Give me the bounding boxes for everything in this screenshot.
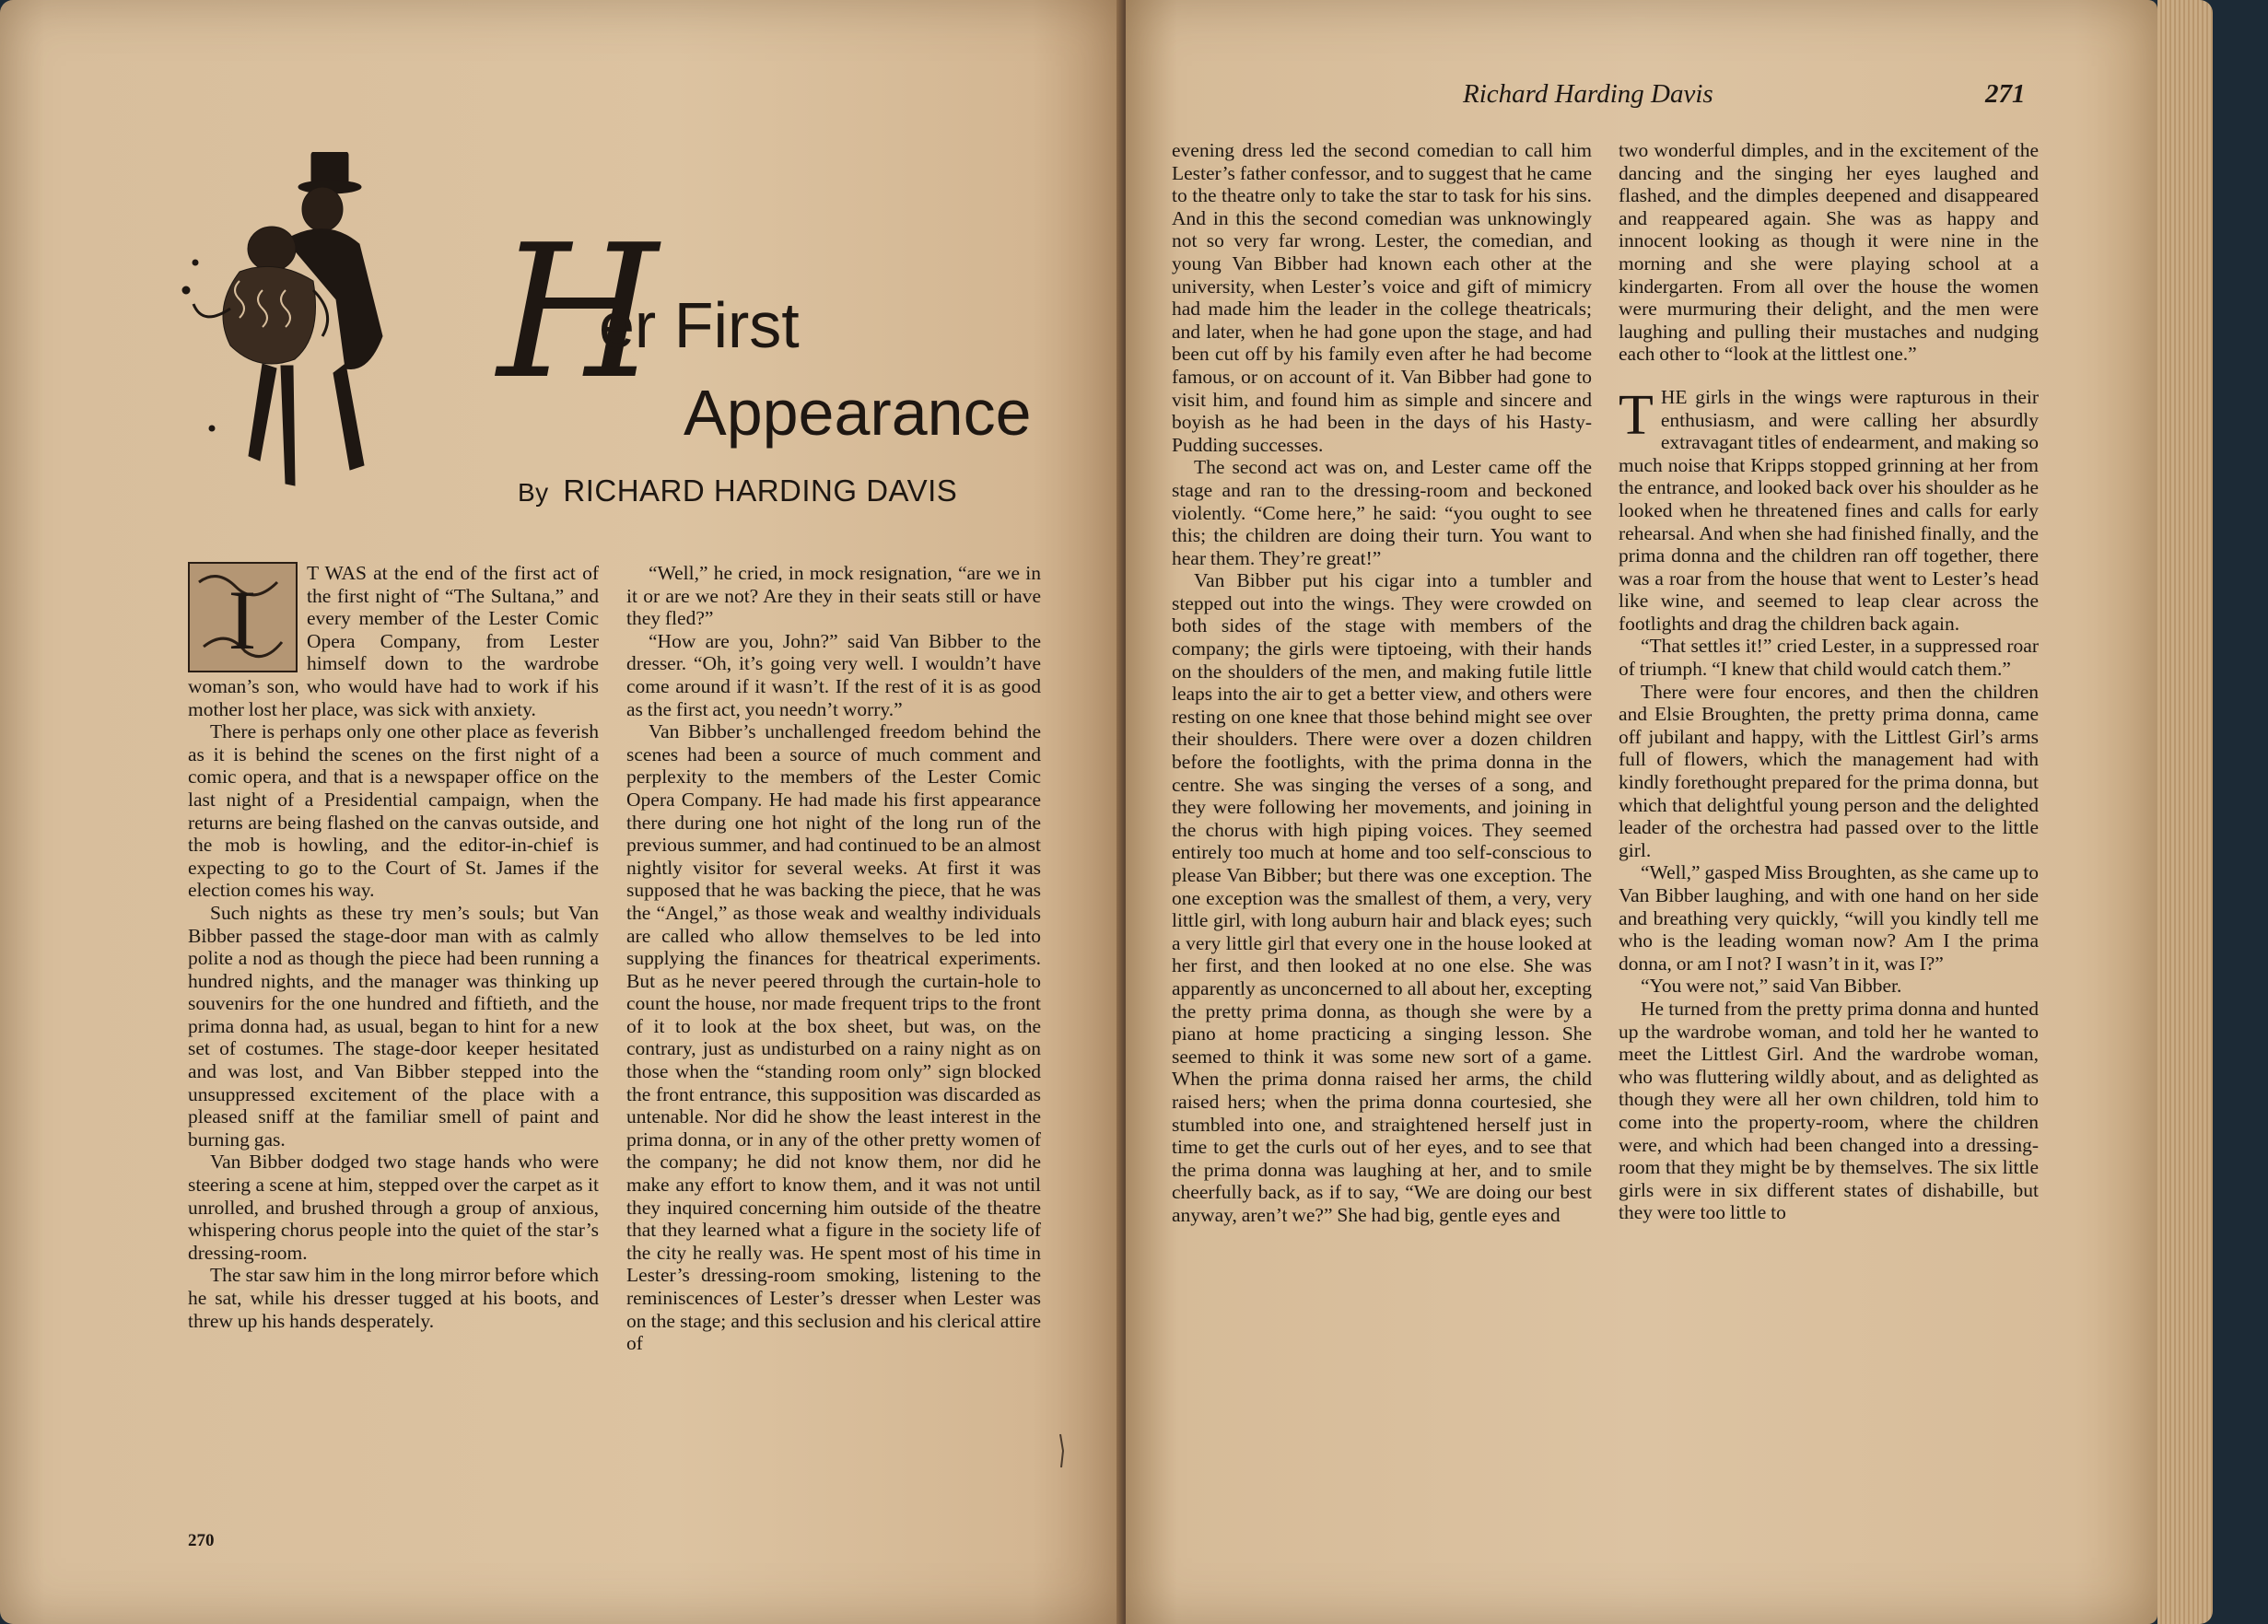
paragraph: The star saw him in the long mirror before which he sat, while his dresser tugged at his boots, and threw up his hands desperately. [188, 1264, 599, 1332]
ornamental-dropcap [188, 562, 298, 672]
section-initial: T [1619, 383, 1654, 447]
paragraph: Van Bibber put his cigar into a tumbler and stepped out into the wings. They were crowded on both sides of the stage with members of the company; the girls were tiptoeing, with their hands on the shoulders of the men, and making futile little leaps into the air to get a better view, and others were resting on one knee that those behind might see over their shoulders. There were over a dozen children before the footlights, with the prima donna in the centre. She was singing the verses of a song, and they were following her movements, and joining in the chorus with high piping voices. They seemed entirely too much at home and too self-conscious to please Van Bibber; but there was one exception. The one exception was the smallest of them, a very, very little girl, with long auburn hair and black eyes; such a very little girl that every one in the house looked at her first, and then looked at no one else. She was apparently as unconcerned to all about her, excepting the pretty prima donna, as though she were by a piano at home practicing a singing lesson. She seemed to think it was some new sort of a game. When the prima donna raised her arms, the child raised hers; when the prima donna courtesied, she stumbled into one, and straightened herself just in time to get the curls out of her eyes, and to see that the prima donna was laughing at her, and to smile cheerfully back, as if to say, “We are doing our best anyway, aren’t we?” She had big, gentle eyes and [1172, 569, 1592, 1226]
section-opening-paragraph [1619, 383, 2039, 636]
paragraph: The second act was on, and Lester came off the stage and ran to the dressing-room and beckoned violently. “Come here,” he said: “you ought to see this; the children are doing their turn. You want to hear them. They’re great!” [1172, 456, 1592, 569]
paragraph: “How are you, John?” said Van Bibber to the dresser. “Oh, it’s going very well. I wouldn’t have come around if it wasn’t. If the rest of it is as good as the first act, you needn’t worry.” [626, 629, 1041, 720]
byline-author: RICHARD HARDING DAVIS [563, 473, 958, 508]
paragraph: There is perhaps only one other place as feverish as it is behind the scenes on the first night of a comic opera, and that is a newspaper office on the last night of a Presidential campaign, when the returns are being flashed on the canvas outside, and the mob is howling, and the editor-in-chief is expecting to go to the Court of St. James if the election comes his way. [188, 720, 599, 902]
left-column-2 [626, 562, 1041, 1355]
title-initial: H [497, 205, 659, 420]
page-edges [2157, 0, 2213, 1624]
paragraph: Van Bibber dodged two stage hands who were steering a scene at him, stepped over the carpet as it unrolled, and brushed through a group of anxious, whispering chorus people into the quiet of the star’s dressing-room. [188, 1151, 599, 1264]
dropcap-letter: I [228, 573, 257, 667]
paragraph: He turned from the pretty prima donna and hunted up the wardrobe woman, and told her he wanted to meet the Littlest Girl. And the wardrobe woman, who was fluttering wildly about, and as delighted as though they were all her own children, told him to come into the property-room, where the children were, and which had been changed into a dressing-room that they might be by themselves. The six little girls were in six different states of dishabille, but they were too little to [1619, 997, 2039, 1224]
paragraph: Van Bibber’s unchallenged freedom behind the scenes had been a source of much comment and perplexity to the members of the Lester Comic Opera Company. He had made his first appearance there during one hot night of the long run of the previous summer, and had continued to be an almost nightly visitor for several weeks. At first it was supposed that he was backing the piece, that he was the “Angel,” as those weak and wealthy individuals are called who allow themselves to be led into supplying the finances for theatrical experiments. But as he never peered through the curtain-hole to count the house, nor made frequent trips to the front of it to look at the box sheet, but was, on the contrary, just as undisturbed on a rainy night as on those when the “standing room only” sign blocked the front entrance, this supposition was discarded as untenable. Nor did he show the least interest in the prima donna, or in any of the other pretty women of the company; he did not know them, nor did he make any effort to know them, and it was not until they inquired concerning him outside of the theatre that they learned what a figure in the society life of the city he really was. He spent most of his time in Lester’s dressing-room smoking, listening to the reminiscences of Lester’s dresser when Lester was on the stage; and this seclusion and his clerical attire of [626, 720, 1041, 1355]
paragraph: two wonderful dimples, and in the excitement of the dancing and the singing her eyes laughed and flashed, and the dimples deepened and disappeared and reappeared again. She was as happy and innocent looking as though it were nine in the morning and she were playing school at a kindergarten. From all over the house the women were murmuring their delight, and the men were laughing and pulling their mustaches and nudging each other to “look at the littlest one.” [1619, 139, 2039, 366]
paragraph: “You were not,” said Van Bibber. [1641, 975, 1902, 998]
byline [518, 473, 957, 508]
byline-prefix: By [518, 478, 549, 507]
section-caps: HE [1660, 385, 1688, 408]
paragraph: evening dress led the second comedian to call him Lester’s father confessor, and to suggest that he came to the theatre only to take the star to task for his sins. And in this the second comedian was unknowingly not so very far wrong. Lester, the comedian, and young Van Bibber had known each other at the university, when Lester’s voice and gift of mimicry had made him the leader in the college theatricals; and later, when he had gone upon the stage, and had been cut off by his family even after he had become famous, or on account of it. Van Bibber had gone to visit him, and found him as simple and sincere and boyish as he had been in the days of his Hasty-Pudding successes. [1172, 139, 1592, 456]
section-text: girls in the wings were rapturous in their enthusiasm, and were calling her absurdly extravagant titles of endearment, and making so much noise that Kripps stopped grinning at her from the entrance, and looked back over his shoulder as he looked when he threatened fines and calls for early rehearsal. And when she had finished finally, and the prima donna and the children ran off together, there was a roar from the house that went to Lester’s head like wine, and seemed to leap clear across the footlights and drag the children back again. [1619, 385, 2039, 635]
pencil-mark-icon [1058, 1432, 1067, 1469]
paragraph: Such nights as these try men’s souls; but Van Bibber passed the stage-door man with as calmly polite a nod as though the piece had been running a hundred nights, and the manager was thinking up souvenirs for the one hundred and fiftieth, and the prima donna had, as usual, began to hint for a new set of costumes. The stage-door keeper hesitated and was lost, and Van Bibber stepped into the unsuppressed excitement of the place with a pleased sniff at the familiar smell of paint and burning gas. [188, 901, 599, 1151]
left-column-1 [188, 562, 599, 1332]
dropcap-ornament-icon [190, 564, 296, 671]
right-column-2 [1619, 139, 2039, 1224]
running-head: Richard Harding Davis [1463, 79, 1713, 109]
paragraph: T WAS at the end of the first act of the first night of “The Sultana,” and every member of the Lester Comic Opera Company, from Lester himself down to the wardrobe woman’s son, who would have had to work if his mother lost her place, was sick with anxiety. [188, 562, 599, 720]
page-number-right: 271 [1985, 79, 2026, 109]
paragraph: “That settles it!” cried Lester, in a suppressed roar of triumph. “I knew that child would catch them.” [1619, 635, 2039, 681]
title-line-1: er First [599, 289, 800, 361]
title-line-2: Appearance [684, 377, 1032, 449]
paragraph: “Well,” gasped Miss Broughten, as she came up to Van Bibber laughing, and with one hand on her side and breathing very quickly, “will you kindly tell me who is the leading woman now? Am I the prima donna, or am I not? I wasn’t in it, was I?” [1619, 861, 2039, 975]
page-number-left: 270 [188, 1531, 215, 1550]
right-column-1 [1172, 139, 1592, 1227]
paragraph: There were four encores, and then the children and Elsie Broughten, the pretty prima donna, came off jubilant and happy, with the Littlest Girl’s arms full of flowers, which the management had with kindly forethought prepared for the prima donna, but which that delightful young person and the delighted leader of the orchestra had passed over to the little girl. [1619, 680, 2039, 861]
dancing-couple-illustration [175, 152, 424, 539]
paragraph: “Well,” he cried, in mock resignation, “are we in it or are we not? Are they in their seats still or have they fled?” [626, 562, 1041, 630]
